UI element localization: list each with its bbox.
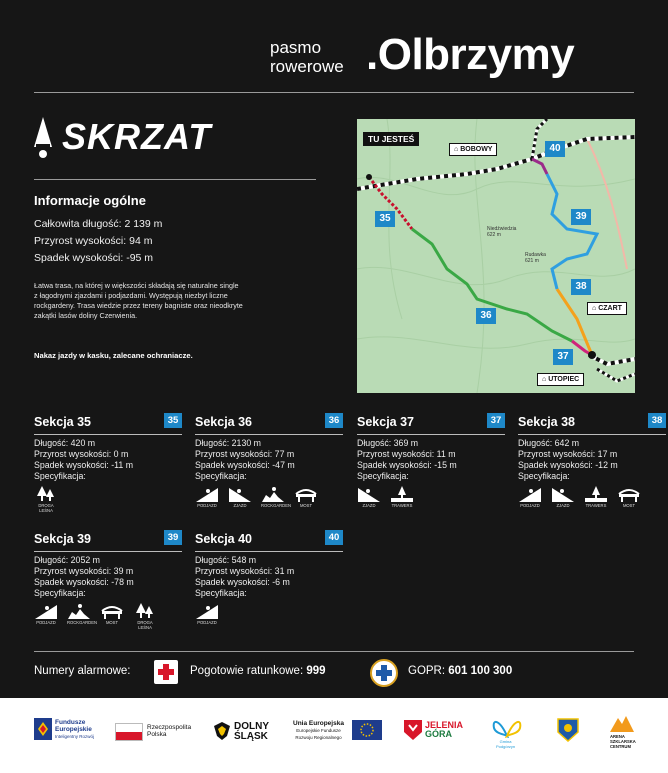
arena-line: SZKLARSKA (610, 739, 636, 744)
icon-label: PODJAZD (197, 503, 217, 508)
forest-road-icon (133, 603, 157, 630)
red-cross-icon (154, 660, 178, 684)
description-line: z łagodnymi zjazdami i podjazdami. Występują niezbyt liczne (34, 291, 228, 300)
map-badge-35: 35 (375, 211, 395, 227)
place-elevation: 621 m (525, 258, 539, 264)
ue-line: Europejskie Fundusze (296, 728, 341, 733)
gopr-number: 601 100 300 (448, 665, 513, 677)
icon-label: MOST (105, 620, 119, 625)
general-info-heading: Informacje ogólne (34, 193, 146, 208)
map-label-utopiec: ⌂ UTOPIEC (537, 373, 584, 386)
eu-flag-icon (352, 720, 382, 740)
descent-icon (357, 486, 381, 508)
gopr-label: GOPR: (408, 665, 446, 677)
partner-text (496, 740, 515, 749)
section-block-38 (518, 413, 666, 508)
brand-logo-olbrzymy: .Olbrzymy (366, 30, 575, 79)
title-divider (34, 179, 316, 180)
climb-icon (34, 603, 58, 630)
partner-line: Podgórzyn (496, 743, 516, 749)
brand-word-rowerowe: rowerowe (270, 57, 344, 76)
section-spec-label: Specyfikacja: (34, 588, 86, 598)
alarm-divider-top (34, 651, 634, 652)
bridge-icon (100, 603, 124, 630)
ambulance-info (190, 665, 326, 677)
section-spec-label: Specyfikacja: (195, 471, 247, 481)
brand-tagline (270, 38, 344, 76)
header-divider (34, 92, 634, 93)
section-number-badge: 39 (164, 530, 182, 545)
section-block-39 (34, 530, 182, 630)
footer-logos (0, 698, 668, 773)
map-label-bobowy: ⌂ BOBOWY (449, 143, 497, 156)
ds-line: DOLNY (234, 721, 269, 732)
icon-label: PODJAZD (197, 620, 217, 625)
description-line: Łatwa trasa, na której w większości składają się naturalne single (34, 281, 239, 290)
climb-icon (195, 603, 219, 625)
helmet-notice: Nakaz jazdy w kasku, zalecane ochraniacze. (34, 351, 193, 360)
icon-label: ZJAZD (362, 503, 376, 508)
trail-name: SKRZAT (62, 116, 212, 157)
bridge-icon (617, 486, 641, 508)
section-number-badge: 40 (325, 530, 343, 545)
rockgarden-icon (67, 603, 98, 630)
section-block-35 (34, 413, 182, 513)
arena-mountain-icon (610, 714, 634, 732)
section-length: Długość: 642 m (518, 438, 580, 448)
place-elevation: 622 m (487, 232, 501, 238)
fundusze-europejskie-text (55, 719, 94, 740)
section-length: Długość: 548 m (195, 555, 257, 565)
place-name: Rudawka (525, 252, 546, 258)
section-icons (357, 486, 414, 508)
section-icons (518, 486, 641, 508)
ue-line: Rozwoju Regionalnego (295, 735, 342, 740)
section-number-badge: 37 (487, 413, 505, 428)
jelenia-gora-coat-icon (404, 720, 422, 740)
traverse-icon (584, 486, 608, 508)
icon-label: MOST (622, 503, 636, 508)
icon-label: DROGA LEŚNA (38, 503, 54, 513)
map-label-czart: ⌂ CZART (587, 302, 627, 315)
arena-line: ARENA (610, 734, 625, 739)
gnome-hat-icon (32, 117, 54, 159)
arena-text (610, 734, 636, 749)
brand-word-pasmo: pasmo (270, 38, 322, 57)
you-are-here-label: TU JESTEŚ (363, 132, 419, 146)
map-place-rudawka (525, 252, 546, 264)
ambulance-number: 999 (306, 665, 326, 677)
icon-label: ZJAZD (233, 503, 247, 508)
rockgarden-icon (261, 486, 292, 508)
section-title: Sekcja 37 (357, 415, 414, 429)
total-length: Całkowita długość: 2 139 m (34, 218, 163, 230)
section-divider (518, 434, 666, 435)
descent-icon (551, 486, 575, 508)
icon-label: PODJAZD (36, 620, 56, 625)
trail-map (357, 119, 635, 393)
section-title: Sekcja 40 (195, 532, 252, 546)
bridge-icon (294, 486, 318, 508)
section-title: Sekcja 35 (34, 415, 91, 429)
jg-line: GÓRA (425, 729, 452, 739)
section-length: Długość: 2130 m (195, 438, 262, 448)
unia-europejska-text (293, 720, 344, 741)
section-ascent: Przyrost wysokości: 0 m (34, 449, 129, 459)
icon-label: ZJAZD (556, 503, 570, 508)
section-spec-label: Specyfikacja: (357, 471, 409, 481)
icon-label: ROCKGARDEN (261, 503, 292, 508)
arena-line: CENTRUM (610, 744, 631, 749)
climb-icon (195, 486, 219, 508)
icon-label: MOST (299, 503, 313, 508)
jelenia-gora-text (425, 721, 463, 739)
jg-line: JELENIA (425, 720, 464, 730)
section-length: Długość: 420 m (34, 438, 96, 448)
section-divider (195, 434, 343, 435)
climb-icon (518, 486, 542, 508)
section-descent: Spadek wysokości: -15 m (357, 460, 457, 470)
section-descent: Spadek wysokości: -6 m (195, 577, 290, 587)
section-divider (34, 434, 182, 435)
section-number-badge: 35 (164, 413, 182, 428)
section-divider (357, 434, 505, 435)
descent-icon (228, 486, 252, 508)
section-block-37 (357, 413, 505, 508)
trail-map-svg (357, 119, 635, 393)
icon-label: TRAWERS (585, 503, 607, 508)
section-number-badge: 38 (648, 413, 666, 428)
gmina-coat-icon (557, 718, 579, 742)
fundusze-europejskie-logo-icon (34, 718, 52, 740)
rp-line: Rzeczpospolita (147, 724, 192, 731)
alarm-label: Numery alarmowe: (34, 665, 131, 677)
section-length: Długość: 2052 m (34, 555, 101, 565)
section-icons (195, 603, 219, 625)
map-badge-37: 37 (553, 349, 573, 365)
section-title: Sekcja 36 (195, 415, 252, 429)
section-ascent: Przyrost wysokości: 11 m (357, 449, 456, 459)
section-ascent: Przyrost wysokości: 77 m (195, 449, 295, 459)
fe-line: Fundusze (55, 719, 86, 726)
section-descent: Spadek wysokości: -12 m (518, 460, 618, 470)
gopr-emblem-icon (370, 659, 398, 687)
section-descent: Spadek wysokości: -47 m (195, 460, 295, 470)
partner-line: Gmina (499, 739, 512, 744)
description-line: zakątki lasów doliny Czerwienia. (34, 311, 138, 320)
section-descent: Spadek wysokości: -78 m (34, 577, 134, 587)
section-title: Sekcja 39 (34, 532, 91, 546)
dolny-slask-text (234, 722, 269, 742)
ds-line: ŚLĄSK (234, 731, 268, 742)
section-icons (34, 486, 58, 513)
total-descent: Spadek wysokości: -95 m (34, 252, 154, 264)
section-ascent: Przyrost wysokości: 39 m (34, 566, 134, 576)
icon-label: PODJAZD (520, 503, 540, 508)
description-line: rockgardeny. Trasa wiedzie przez tereny bagniste oraz nieodkryte (34, 301, 243, 310)
map-badge-38: 38 (571, 279, 591, 295)
fe-line: Europejskie (55, 726, 92, 733)
map-label-czart-text: CZART (598, 305, 622, 312)
icon-label: DROGA LEŚNA (137, 620, 153, 630)
section-ascent: Przyrost wysokości: 31 m (195, 566, 295, 576)
map-place-niedzwiedzia (487, 226, 516, 238)
rp-line: Polska (147, 731, 167, 738)
ambulance-label: Pogotowie ratunkowe: (190, 665, 304, 677)
rzeczpospolita-polska-text (147, 724, 191, 738)
section-block-40 (195, 530, 343, 625)
map-label-bobowy-text: BOBOWY (460, 146, 493, 153)
section-block-36 (195, 413, 343, 508)
total-ascent: Przyrost wysokości: 94 m (34, 235, 153, 247)
section-ascent: Przyrost wysokości: 17 m (518, 449, 618, 459)
section-spec-label: Specyfikacja: (518, 471, 570, 481)
map-badge-36: 36 (476, 308, 496, 324)
icon-label: ROCKGARDEN (67, 620, 98, 625)
fe-line: Inteligentny Rozwój (55, 734, 95, 739)
section-icons (34, 603, 157, 630)
map-label-utopiec-text: UTOPIEC (548, 376, 580, 383)
section-divider (34, 551, 182, 552)
polish-flag-icon (115, 723, 143, 741)
trail-description (34, 281, 314, 321)
section-descent: Spadek wysokości: -11 m (34, 460, 134, 470)
section-spec-label: Specyfikacja: (195, 588, 247, 598)
dolny-slask-eagle-icon (214, 722, 230, 740)
butterfly-logo-icon (490, 716, 524, 738)
section-length: Długość: 369 m (357, 438, 419, 448)
traverse-icon (390, 486, 414, 508)
ue-line: Unia Europejska (293, 720, 344, 727)
icon-label: TRAWERS (391, 503, 413, 508)
map-badge-39: 39 (571, 209, 591, 225)
section-spec-label: Specyfikacja: (34, 471, 86, 481)
section-icons (195, 486, 318, 508)
section-divider (195, 551, 343, 552)
gopr-info (408, 665, 512, 677)
forest-road-icon (34, 486, 58, 513)
place-name: Niedźwiedzia (487, 226, 517, 232)
section-title: Sekcja 38 (518, 415, 575, 429)
map-badge-40: 40 (545, 141, 565, 157)
section-number-badge: 36 (325, 413, 343, 428)
